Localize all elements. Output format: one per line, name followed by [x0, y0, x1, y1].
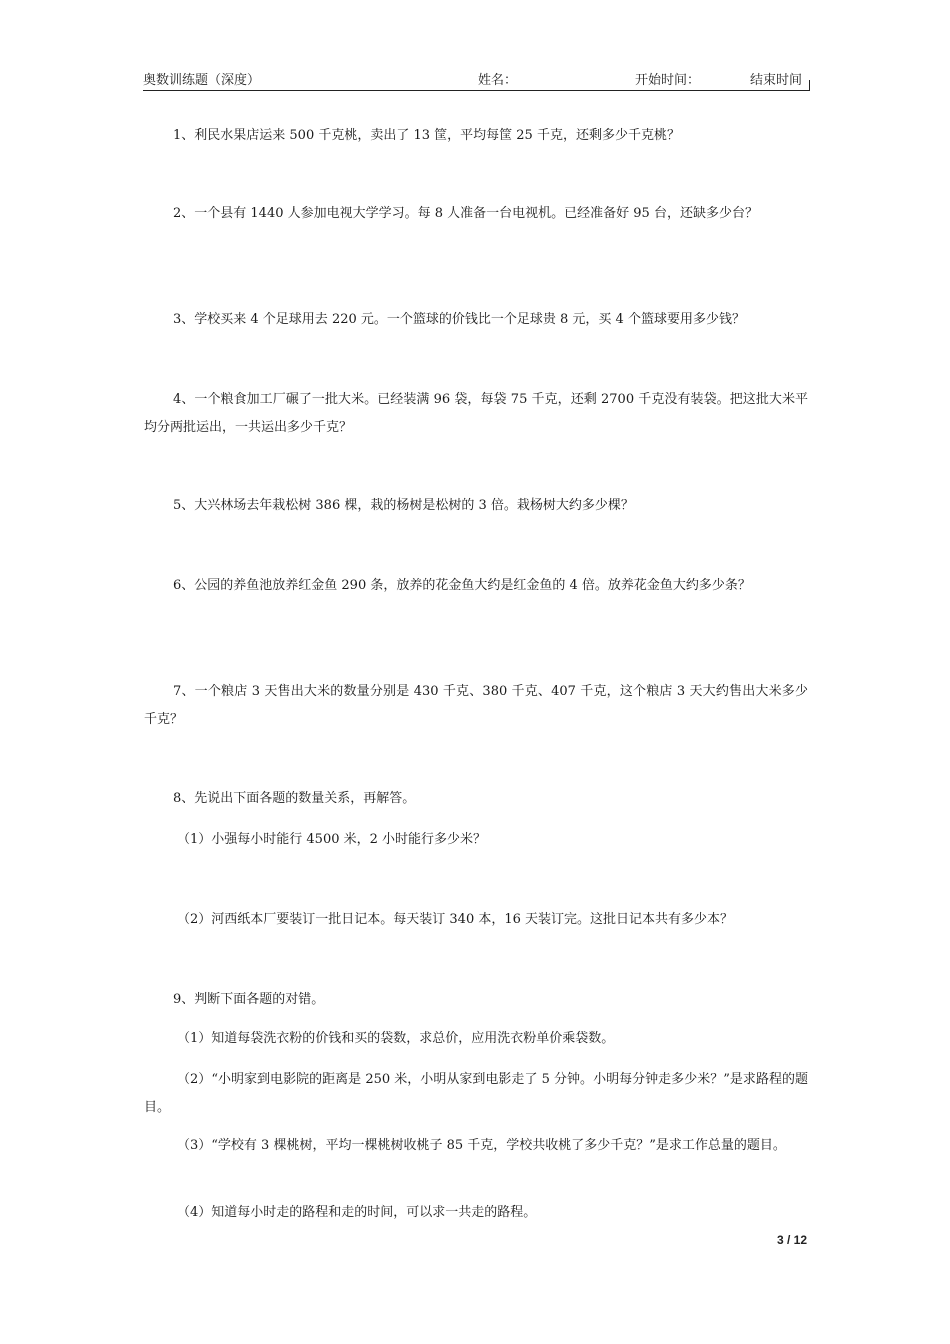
end-time-label: 结束时间 — [750, 73, 803, 88]
page-header — [143, 72, 810, 91]
header-rule-tick — [809, 80, 810, 90]
question-6: 6、公园的养鱼池放养红金鱼 290 条，放养的花金鱼大约是红金鱼的 4 倍。放养花金鱼大约多少条？ — [173, 578, 751, 593]
question-8-part-2: （2）河西纸本厂要装订一批日记本。每天装订 340 本，16 天装订完。这批日记本共有多少本？ — [177, 912, 734, 927]
name-label: 姓名： — [478, 73, 518, 88]
question-3: 3、学校买来 4 个足球用去 220 元。一个篮球的价钱比一个足球贵 8 元，买 4 个篮球要用多少钱？ — [173, 312, 745, 327]
question-8-part-1: （1）小强每小时能行 4500 米，2 小时能行多少米？ — [177, 832, 487, 847]
question-7: 7、一个粮店 3 天售出大米的数量分别是 430 千克、380 千克、407 千克，这个粮店 3 天大约售出大米多少千克？ — [144, 684, 808, 727]
question-8: 8、先说出下面各题的数量关系，再解答。 — [173, 791, 416, 806]
question-1: 1、利民水果店运来 500 千克桃，卖出了 13 筐，平均每筐 25 千克，还剩多少千克桃？ — [173, 128, 680, 143]
question-2: 2、一个县有 1440 人参加电视大学学习。每 8 人准备一台电视机。已经准备好 95 台，还缺多少台？ — [173, 206, 758, 221]
question-9-part-4: （4）知道每小时走的路程和走的时间，可以求一共走的路程。 — [177, 1205, 537, 1220]
worksheet-title: 奥数训练题（深度） — [143, 73, 261, 88]
start-time-label: 开始时间： — [635, 73, 701, 88]
question-5: 5、大兴林场去年栽松树 386 棵，栽的杨树是松树的 3 倍。栽杨树大约多少棵？ — [173, 498, 634, 513]
question-9-part-2: （2）“小明家到电影院的距离是 250 米，小明从家到电影走了 5 分钟。小明每分钟走多少米？”是求路程的题目。 — [144, 1072, 808, 1115]
question-4: 4、一个粮食加工厂碾了一批大米。已经装满 96 袋，每袋 75 千克，还剩 2700 千克没有装袋。把这批大米平均分两批运出，一共运出多少千克？ — [144, 392, 808, 435]
question-9-part-3: （3）“学校有 3 棵桃树，平均一棵桃树收桃子 85 千克，学校共收桃了多少千克？”是求工作总量的题目。 — [177, 1138, 786, 1153]
question-9-part-1: （1）知道每袋洗衣粉的价钱和买的袋数，求总价，应用洗衣粉单价乘袋数。 — [177, 1031, 615, 1046]
question-9: 9、判断下面各题的对错。 — [173, 992, 325, 1007]
page-number: 3 / 12 — [776, 1233, 807, 1247]
